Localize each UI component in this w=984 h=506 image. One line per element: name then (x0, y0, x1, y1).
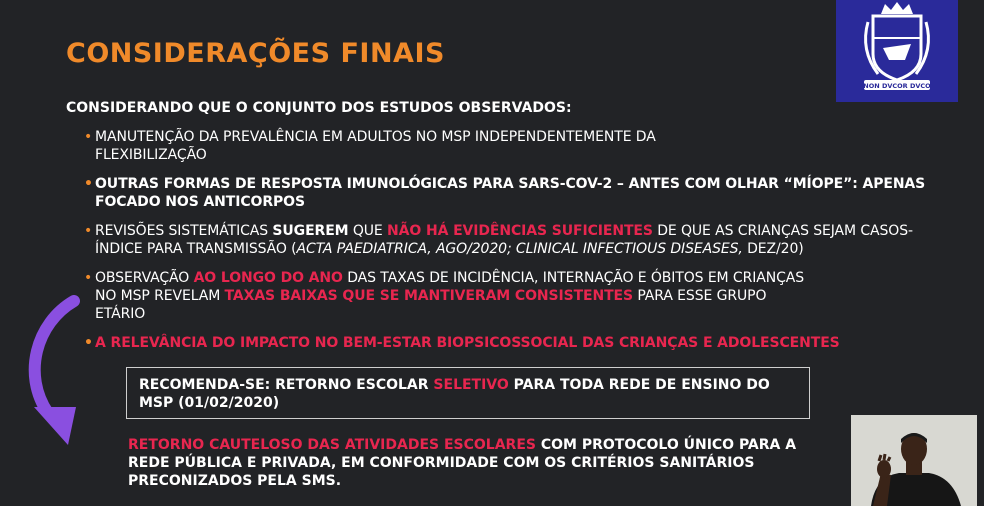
bullet-dot-icon: • (84, 176, 93, 192)
city-coat-of-arms-logo (836, 0, 958, 102)
text-part-bold: SUGEREM (272, 223, 349, 239)
text-highlight: NÃO HÁ EVIDÊNCIAS SUFICIENTES (387, 223, 653, 239)
curved-arrow-icon (18, 295, 98, 455)
interpreter-figure-icon (851, 415, 977, 506)
bullet-list (84, 128, 944, 363)
text-part: DEZ/20) (742, 241, 804, 257)
text-part: PARA ESSE GRUPO ETÁRIO (95, 288, 767, 322)
text-citation: ACTA PAEDIATRICA, AGO/2020; CLINICAL INFECTIOUS DISEASES, (296, 241, 743, 257)
text-highlight: SELETIVO (433, 377, 509, 393)
coat-of-arms-icon (836, 0, 958, 102)
bullet-immune-response (84, 175, 944, 211)
text-part: RECOMENDA-SE: RETORNO ESCOLAR (139, 377, 434, 393)
bullet-text: OUTRAS FORMAS DE RESPOSTA IMUNOLÓGICAS PARA SARS-COV-2 – ANTES COM OLHAR “MÍOPE”: APENAS FOCADO NOS ANTICORPOS (95, 176, 926, 210)
final-statement (128, 436, 818, 490)
bullet-text: MANUTENÇÃO DA PREVALÊNCIA EM ADULTOS NO MSP INDEPENDENTEMENTE DA FLEXIBILIZAÇÃO (95, 129, 656, 163)
recommendation-box (126, 367, 810, 419)
slide-title: CONSIDERAÇÕES FINAIS (66, 38, 445, 69)
text-part: OBSERVAÇÃO (95, 270, 194, 286)
bullet-prevalence (84, 128, 695, 164)
bullet-relevance (84, 334, 944, 352)
text-part: DE QUE AS CRIANÇAS SEJAM CASOS-ÍNDICE PARA TRANSMISSÃO ( (95, 223, 913, 257)
text-part: PARA TODA REDE DE ENSINO DO MSP (01/02/2020) (139, 377, 770, 411)
bullet-text: A RELEVÂNCIA DO IMPACTO NO BEM-ESTAR BIOPSICOSSOCIAL DAS CRIANÇAS E ADOLESCENTES (95, 335, 840, 351)
text-part: COM PROTOCOLO ÚNICO PARA A REDE PÚBLICA E PRIVADA, EM CONFORMIDADE COM OS CRITÉRIOS SANITÁRIOS PRECONIZADOS PELA SMS. (128, 437, 797, 489)
text-highlight: AO LONGO DO ANO (193, 270, 343, 286)
intro-text: CONSIDERANDO QUE O CONJUNTO DOS ESTUDOS OBSERVADOS: (66, 100, 572, 116)
bullet-observation (84, 269, 815, 323)
bullet-systematic-reviews (84, 222, 925, 258)
sign-language-interpreter-video (851, 415, 977, 506)
bullet-dot-icon: • (84, 270, 93, 286)
bullet-dot-icon: • (84, 223, 93, 239)
text-highlight: TAXAS BAIXAS QUE SE MANTIVERAM CONSISTENTES (224, 288, 633, 304)
bullet-dot-icon: • (84, 335, 93, 351)
text-part: DAS TAXAS DE INCIDÊNCIA, INTERNAÇÃO E ÓBITOS EM CRIANÇAS NO MSP REVELAM (95, 270, 805, 304)
text-part: QUE (348, 223, 388, 239)
logo-motto: NON DVCOR DVCO (863, 82, 931, 90)
bullet-dot-icon: • (84, 129, 93, 145)
text-part: REVISÕES SISTEMÁTICAS (95, 223, 273, 239)
text-highlight: RETORNO CAUTELOSO DAS ATIVIDADES ESCOLARES (128, 437, 536, 453)
